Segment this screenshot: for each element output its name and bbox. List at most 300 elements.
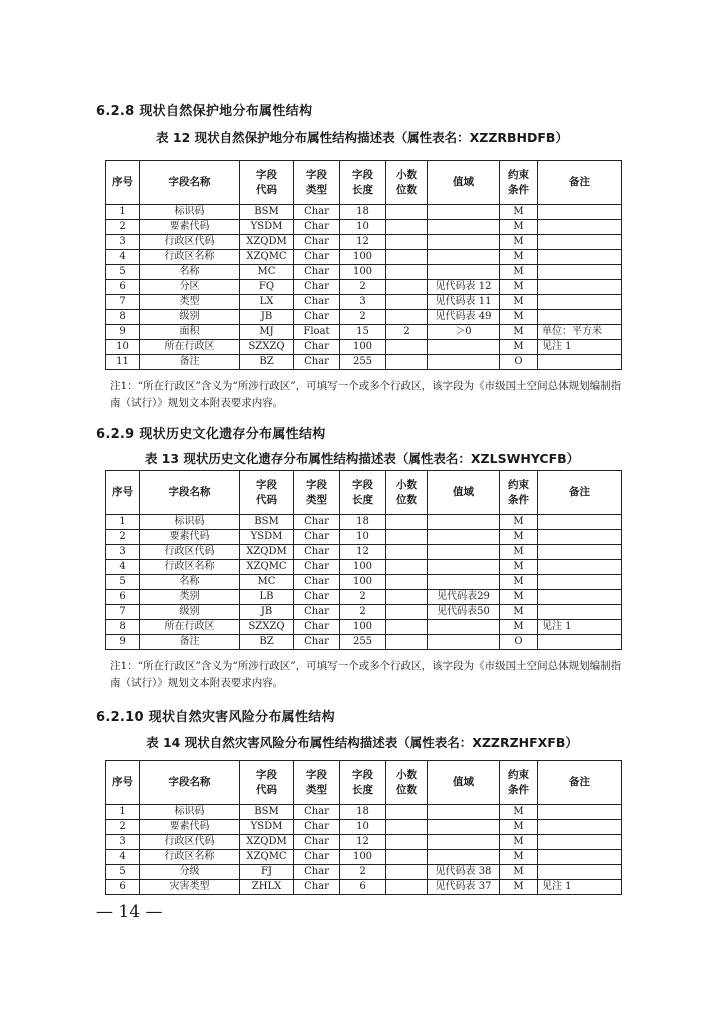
cell-index: 2 (106, 820, 140, 835)
cell-field-type: Char (294, 545, 340, 560)
cell-decimal-places (386, 340, 428, 355)
cell-field-length: 3 (340, 295, 386, 310)
cell-field-length: 2 (340, 605, 386, 620)
table-row (106, 265, 622, 280)
table-row (106, 880, 622, 895)
cell-index: 1 (106, 515, 140, 530)
cell-value-domain: 见代码表 37 (428, 880, 500, 895)
cell-remarks (538, 530, 622, 545)
cell-field-type: Char (294, 310, 340, 325)
table-row (106, 340, 622, 355)
column-header-field-length: 字段 长度 (340, 161, 386, 205)
cell-field-code: XZQMC (240, 560, 294, 575)
cell-decimal-places (386, 295, 428, 310)
cell-field-length: 18 (340, 515, 386, 530)
cell-index: 1 (106, 805, 140, 820)
cell-field-name: 所在行政区 (140, 620, 240, 635)
table-note: 注1：“所在行政区”含义为“所涉行政区”，可填写一个或多个行政区，该字段为《市级国土空间总体规划编制指南（试行）》规划文本附表要求内容。 (110, 380, 622, 409)
column-header-index: 序号 (106, 471, 140, 515)
table-row (106, 805, 622, 820)
cell-field-code: XZQDM (240, 835, 294, 850)
cell-field-length: 100 (340, 340, 386, 355)
cell-field-name: 备注 (140, 355, 240, 370)
cell-field-length: 18 (340, 805, 386, 820)
cell-field-name: 要素代码 (140, 530, 240, 545)
cell-index: 3 (106, 545, 140, 560)
cell-remarks (538, 250, 622, 265)
cell-field-type: Char (294, 605, 340, 620)
cell-constraint: M (500, 820, 538, 835)
cell-remarks (538, 355, 622, 370)
table-row (106, 575, 622, 590)
cell-field-length: 2 (340, 865, 386, 880)
cell-index: 8 (106, 620, 140, 635)
cell-remarks: 见注 1 (538, 620, 622, 635)
cell-decimal-places (386, 235, 428, 250)
cell-field-code: LX (240, 295, 294, 310)
cell-field-type: Char (294, 340, 340, 355)
cell-field-type: Char (294, 880, 340, 895)
cell-field-code: BSM (240, 805, 294, 820)
cell-remarks: 见注 1 (538, 340, 622, 355)
column-header-value-domain: 值域 (428, 761, 500, 805)
cell-index: 4 (106, 250, 140, 265)
cell-value-domain (428, 805, 500, 820)
section-heading: 6.2.8 现状自然保护地分布属性结构 (96, 104, 313, 119)
cell-field-name: 级别 (140, 310, 240, 325)
cell-remarks (538, 575, 622, 590)
cell-field-code: MC (240, 575, 294, 590)
cell-field-code: XZQDM (240, 545, 294, 560)
column-header-value-domain: 值域 (428, 161, 500, 205)
cell-remarks (538, 835, 622, 850)
cell-field-code: FQ (240, 280, 294, 295)
table-row (106, 620, 622, 635)
cell-decimal-places (386, 355, 428, 370)
cell-index: 4 (106, 560, 140, 575)
cell-remarks (538, 590, 622, 605)
cell-field-length: 100 (340, 560, 386, 575)
cell-field-length: 255 (340, 355, 386, 370)
cell-value-domain: 见代码表 12 (428, 280, 500, 295)
cell-decimal-places (386, 620, 428, 635)
column-header-field-name: 字段名称 (140, 471, 240, 515)
section-heading: 6.2.9 现状历史文化遗存分布属性结构 (96, 427, 326, 442)
cell-field-type: Char (294, 635, 340, 650)
cell-field-code: JB (240, 310, 294, 325)
cell-remarks (538, 560, 622, 575)
cell-field-length: 15 (340, 325, 386, 340)
cell-field-length: 12 (340, 835, 386, 850)
table-row (106, 250, 622, 265)
cell-field-code: YSDM (240, 820, 294, 835)
cell-value-domain (428, 220, 500, 235)
cell-field-type: Char (294, 280, 340, 295)
cell-index: 9 (106, 325, 140, 340)
cell-constraint: O (500, 635, 538, 650)
cell-value-domain (428, 575, 500, 590)
cell-value-domain (428, 635, 500, 650)
table-caption: 表 12 现状自然保护地分布属性结构描述表（属性表名：XZZRBHDFB） (156, 130, 568, 145)
column-header-remarks: 备注 (538, 161, 622, 205)
cell-remarks (538, 820, 622, 835)
table-row (106, 205, 622, 220)
table-row (106, 865, 622, 880)
cell-field-name: 标识码 (140, 205, 240, 220)
cell-constraint: M (500, 560, 538, 575)
cell-field-code: YSDM (240, 530, 294, 545)
cell-decimal-places (386, 560, 428, 575)
cell-remarks (538, 515, 622, 530)
column-header-remarks: 备注 (538, 471, 622, 515)
cell-value-domain (428, 835, 500, 850)
column-header-field-length: 字段 长度 (340, 761, 386, 805)
cell-constraint: M (500, 340, 538, 355)
cell-remarks: 单位：平方米 (538, 325, 622, 340)
cell-decimal-places (386, 865, 428, 880)
cell-decimal-places: 2 (386, 325, 428, 340)
cell-index: 5 (106, 865, 140, 880)
cell-value-domain (428, 620, 500, 635)
cell-decimal-places (386, 265, 428, 280)
cell-index: 10 (106, 340, 140, 355)
cell-field-length: 6 (340, 880, 386, 895)
table-row (106, 295, 622, 310)
cell-field-name: 要素代码 (140, 820, 240, 835)
cell-decimal-places (386, 545, 428, 560)
cell-decimal-places (386, 530, 428, 545)
column-header-field-type: 字段 类型 (294, 161, 340, 205)
cell-field-length: 100 (340, 250, 386, 265)
table-row (106, 515, 622, 530)
cell-field-name: 行政区名称 (140, 250, 240, 265)
table-row (106, 605, 622, 620)
cell-field-code: XZQDM (240, 235, 294, 250)
cell-constraint: M (500, 545, 538, 560)
cell-remarks (538, 295, 622, 310)
cell-field-code: XZQMC (240, 850, 294, 865)
cell-index: 6 (106, 590, 140, 605)
cell-value-domain (428, 355, 500, 370)
cell-index: 6 (106, 880, 140, 895)
cell-field-code: XZQMC (240, 250, 294, 265)
cell-value-domain: 见代码表50 (428, 605, 500, 620)
cell-value-domain: 见代码表 49 (428, 310, 500, 325)
table-header-row (106, 761, 622, 805)
table-row (106, 235, 622, 250)
cell-field-length: 100 (340, 620, 386, 635)
cell-field-name: 分级 (140, 865, 240, 880)
table-row (106, 820, 622, 835)
cell-constraint: M (500, 205, 538, 220)
cell-field-name: 分区 (140, 280, 240, 295)
cell-decimal-places (386, 635, 428, 650)
cell-decimal-places (386, 880, 428, 895)
cell-constraint: M (500, 280, 538, 295)
table-caption: 表 13 现状历史文化遗存分布属性结构描述表（属性表名：XZLSWHYCFB） (144, 451, 580, 466)
cell-field-type: Char (294, 575, 340, 590)
cell-field-code: BSM (240, 515, 294, 530)
cell-value-domain: 见代码表 11 (428, 295, 500, 310)
cell-field-type: Char (294, 295, 340, 310)
cell-value-domain: 见代码表 38 (428, 865, 500, 880)
cell-constraint: M (500, 235, 538, 250)
cell-field-name: 行政区代码 (140, 545, 240, 560)
attribute-table (105, 160, 622, 370)
cell-decimal-places (386, 590, 428, 605)
cell-field-name: 所在行政区 (140, 340, 240, 355)
cell-field-name: 行政区代码 (140, 235, 240, 250)
attribute-table (105, 470, 622, 650)
column-header-value-domain: 值域 (428, 471, 500, 515)
cell-value-domain (428, 530, 500, 545)
cell-constraint: M (500, 850, 538, 865)
cell-field-length: 2 (340, 280, 386, 295)
cell-decimal-places (386, 575, 428, 590)
cell-field-type: Char (294, 560, 340, 575)
cell-index: 11 (106, 355, 140, 370)
cell-constraint: M (500, 590, 538, 605)
cell-value-domain: 见代码表29 (428, 590, 500, 605)
cell-value-domain (428, 545, 500, 560)
cell-decimal-places (386, 515, 428, 530)
cell-field-type: Char (294, 590, 340, 605)
cell-value-domain (428, 205, 500, 220)
cell-field-name: 级别 (140, 605, 240, 620)
cell-decimal-places (386, 205, 428, 220)
cell-field-code: MC (240, 265, 294, 280)
table-row (106, 280, 622, 295)
cell-remarks (538, 605, 622, 620)
attribute-table (105, 760, 622, 895)
table-row (106, 310, 622, 325)
column-header-decimal-places: 小数 位数 (386, 761, 428, 805)
cell-index: 2 (106, 220, 140, 235)
cell-field-length: 100 (340, 575, 386, 590)
cell-constraint: M (500, 265, 538, 280)
column-header-field-name: 字段名称 (140, 761, 240, 805)
cell-constraint: M (500, 220, 538, 235)
cell-index: 9 (106, 635, 140, 650)
cell-field-name: 标识码 (140, 805, 240, 820)
cell-index: 3 (106, 235, 140, 250)
cell-remarks (538, 220, 622, 235)
cell-field-name: 行政区名称 (140, 850, 240, 865)
cell-field-code: LB (240, 590, 294, 605)
cell-constraint: M (500, 865, 538, 880)
column-header-field-code: 字段 代码 (240, 471, 294, 515)
cell-field-type: Char (294, 850, 340, 865)
column-header-constraint: 约束 条件 (500, 761, 538, 805)
cell-field-type: Char (294, 620, 340, 635)
cell-field-name: 要素代码 (140, 220, 240, 235)
table-row (106, 635, 622, 650)
cell-field-length: 12 (340, 545, 386, 560)
cell-constraint: M (500, 515, 538, 530)
cell-field-name: 标识码 (140, 515, 240, 530)
column-header-field-code: 字段 代码 (240, 761, 294, 805)
cell-decimal-places (386, 220, 428, 235)
cell-field-length: 12 (340, 235, 386, 250)
cell-decimal-places (386, 820, 428, 835)
cell-value-domain (428, 250, 500, 265)
cell-decimal-places (386, 805, 428, 820)
cell-field-name: 备注 (140, 635, 240, 650)
cell-decimal-places (386, 280, 428, 295)
cell-decimal-places (386, 310, 428, 325)
cell-value-domain (428, 265, 500, 280)
cell-constraint: M (500, 620, 538, 635)
cell-field-type: Char (294, 220, 340, 235)
cell-field-name: 类型 (140, 295, 240, 310)
column-header-decimal-places: 小数 位数 (386, 161, 428, 205)
cell-field-name: 名称 (140, 575, 240, 590)
cell-remarks (538, 280, 622, 295)
cell-value-domain: ＞0 (428, 325, 500, 340)
cell-decimal-places (386, 605, 428, 620)
cell-constraint: M (500, 295, 538, 310)
cell-field-code: SZXZQ (240, 620, 294, 635)
cell-remarks (538, 635, 622, 650)
cell-index: 8 (106, 310, 140, 325)
cell-decimal-places (386, 850, 428, 865)
cell-index: 7 (106, 605, 140, 620)
cell-field-code: MJ (240, 325, 294, 340)
cell-value-domain (428, 515, 500, 530)
table-note: 注1：“所在行政区”含义为“所涉行政区”，可填写一个或多个行政区，该字段为《市级国土空间总体规划编制指南（试行）》规划文本附表要求内容。 (110, 660, 622, 689)
cell-remarks (538, 235, 622, 250)
cell-index: 6 (106, 280, 140, 295)
cell-field-length: 10 (340, 820, 386, 835)
column-header-field-length: 字段 长度 (340, 471, 386, 515)
cell-field-code: BZ (240, 355, 294, 370)
cell-field-length: 2 (340, 310, 386, 325)
cell-field-type: Char (294, 835, 340, 850)
table-header-row (106, 161, 622, 205)
cell-field-type: Char (294, 865, 340, 880)
cell-field-type: Char (294, 355, 340, 370)
cell-constraint: M (500, 310, 538, 325)
table-caption: 表 14 现状自然灾害风险分布属性结构描述表（属性表名：XZZRZHFXFB） (146, 735, 578, 750)
table-row (106, 590, 622, 605)
cell-index: 7 (106, 295, 140, 310)
cell-constraint: M (500, 530, 538, 545)
cell-field-name: 灾害类型 (140, 880, 240, 895)
cell-field-code: ZHLX (240, 880, 294, 895)
cell-index: 2 (106, 530, 140, 545)
cell-decimal-places (386, 250, 428, 265)
cell-field-length: 18 (340, 205, 386, 220)
cell-value-domain (428, 820, 500, 835)
table-row (106, 355, 622, 370)
cell-field-type: Char (294, 530, 340, 545)
column-header-index: 序号 (106, 161, 140, 205)
column-header-decimal-places: 小数 位数 (386, 471, 428, 515)
cell-field-code: BZ (240, 635, 294, 650)
page-number: — 14 — (96, 902, 163, 922)
cell-constraint: M (500, 575, 538, 590)
cell-constraint: M (500, 250, 538, 265)
column-header-field-code: 字段 代码 (240, 161, 294, 205)
column-header-index: 序号 (106, 761, 140, 805)
cell-value-domain (428, 560, 500, 575)
cell-value-domain (428, 340, 500, 355)
cell-field-name: 名称 (140, 265, 240, 280)
cell-field-name: 面积 (140, 325, 240, 340)
cell-constraint: O (500, 355, 538, 370)
cell-field-type: Char (294, 235, 340, 250)
cell-field-code: SZXZQ (240, 340, 294, 355)
column-header-constraint: 约束 条件 (500, 471, 538, 515)
cell-field-code: BSM (240, 205, 294, 220)
cell-field-length: 2 (340, 590, 386, 605)
cell-field-length: 100 (340, 265, 386, 280)
cell-index: 1 (106, 205, 140, 220)
cell-field-type: Char (294, 805, 340, 820)
cell-index: 5 (106, 575, 140, 590)
cell-remarks (538, 265, 622, 280)
cell-constraint: M (500, 835, 538, 850)
cell-index: 5 (106, 265, 140, 280)
column-header-field-type: 字段 类型 (294, 471, 340, 515)
table-row (106, 325, 622, 340)
cell-remarks (538, 310, 622, 325)
cell-value-domain (428, 850, 500, 865)
cell-field-length: 100 (340, 850, 386, 865)
table-row (106, 850, 622, 865)
column-header-field-type: 字段 类型 (294, 761, 340, 805)
cell-field-type: Char (294, 515, 340, 530)
cell-field-type: Char (294, 265, 340, 280)
column-header-remarks: 备注 (538, 761, 622, 805)
cell-constraint: M (500, 605, 538, 620)
cell-constraint: M (500, 880, 538, 895)
table-row (106, 835, 622, 850)
cell-field-length: 255 (340, 635, 386, 650)
cell-constraint: M (500, 805, 538, 820)
cell-field-type: Char (294, 820, 340, 835)
cell-field-name: 行政区名称 (140, 560, 240, 575)
cell-field-type: Char (294, 250, 340, 265)
column-header-field-name: 字段名称 (140, 161, 240, 205)
cell-decimal-places (386, 835, 428, 850)
cell-remarks (538, 805, 622, 820)
cell-remarks (538, 545, 622, 560)
cell-field-name: 类别 (140, 590, 240, 605)
table-row (106, 530, 622, 545)
table-row (106, 560, 622, 575)
cell-constraint: M (500, 325, 538, 340)
cell-field-code: YSDM (240, 220, 294, 235)
cell-field-name: 行政区代码 (140, 835, 240, 850)
cell-remarks (538, 850, 622, 865)
cell-remarks (538, 865, 622, 880)
cell-field-code: JB (240, 605, 294, 620)
cell-field-length: 10 (340, 530, 386, 545)
cell-field-type: Float (294, 325, 340, 340)
column-header-constraint: 约束 条件 (500, 161, 538, 205)
cell-field-code: FJ (240, 865, 294, 880)
cell-field-length: 10 (340, 220, 386, 235)
cell-field-type: Char (294, 205, 340, 220)
cell-remarks: 见注 1 (538, 880, 622, 895)
cell-index: 3 (106, 835, 140, 850)
table-row (106, 545, 622, 560)
table-row (106, 220, 622, 235)
cell-index: 4 (106, 850, 140, 865)
cell-value-domain (428, 235, 500, 250)
section-heading: 6.2.10 现状自然灾害风险分布属性结构 (96, 710, 335, 725)
